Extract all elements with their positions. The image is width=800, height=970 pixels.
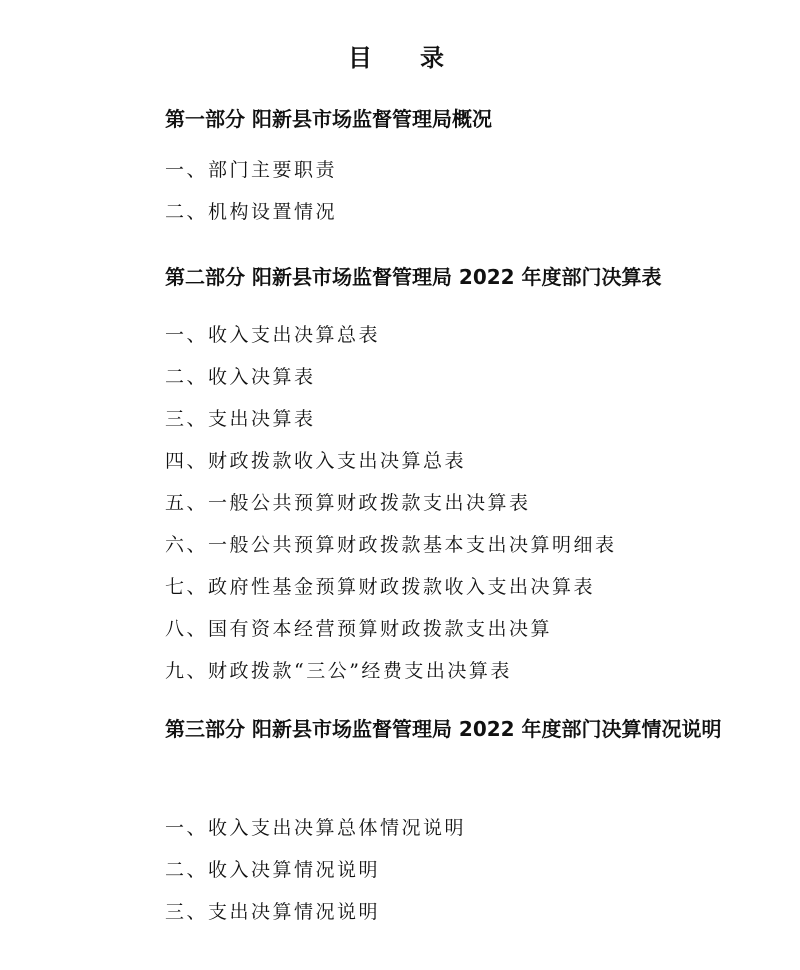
part-1-item-1: 一、部门主要职责	[165, 159, 338, 181]
part-3-item-2: 二、收入决算情况说明	[165, 859, 381, 881]
part-2-item-4: 四、财政拨款收入支出决算总表	[165, 450, 467, 472]
part-2-item-2: 二、收入决算表	[165, 366, 316, 388]
page-title: 目录	[348, 44, 492, 72]
part-2-item-7: 七、政府性基金预算财政拨款收入支出决算表	[165, 576, 596, 598]
part-2-item-1: 一、收入支出决算总表	[165, 324, 381, 346]
part-2-item-6: 六、一般公共预算财政拨款基本支出决算明细表	[165, 534, 617, 556]
part-3-heading: 第三部分 阳新县市场监督管理局 2022 年度部门决算情况说明	[165, 717, 722, 741]
part-2-heading: 第二部分 阳新县市场监督管理局 2022 年度部门决算表	[165, 265, 662, 289]
part-2-item-8: 八、国有资本经营预算财政拨款支出决算	[165, 618, 553, 640]
part-3-item-3: 三、支出决算情况说明	[165, 901, 381, 923]
part-2-item-9: 九、财政拨款“三公”经费支出决算表	[165, 660, 512, 682]
part-1-item-2: 二、机构设置情况	[165, 201, 338, 223]
part-2-item-5: 五、一般公共预算财政拨款支出决算表	[165, 492, 531, 514]
part-1-heading: 第一部分 阳新县市场监督管理局概况	[165, 107, 492, 131]
part-2-item-3: 三、支出决算表	[165, 408, 316, 430]
part-3-item-1: 一、收入支出决算总体情况说明	[165, 817, 467, 839]
